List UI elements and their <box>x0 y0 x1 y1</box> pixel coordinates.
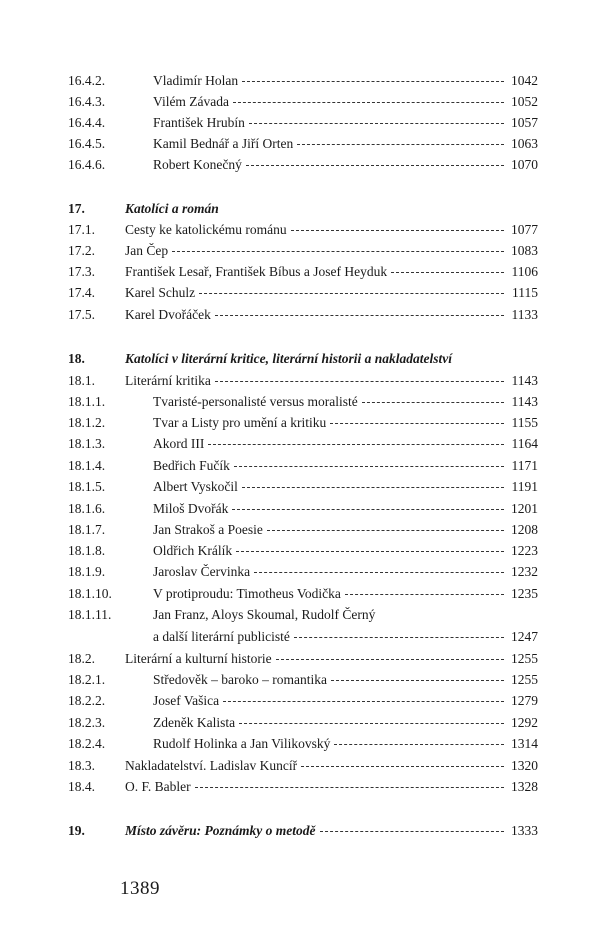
toc-entry-line <box>153 563 538 581</box>
toc-entry-page: 1201 <box>511 501 538 516</box>
dotted-leader <box>334 743 504 745</box>
dotted-leader <box>294 636 504 638</box>
toc-entry-line <box>125 350 452 368</box>
toc-entry-page: 1328 <box>511 779 538 794</box>
toc-entry-line <box>125 221 538 239</box>
toc-entry-number: 18.2.3. <box>68 715 106 730</box>
toc-entry-number: 16.4.3. <box>68 94 106 109</box>
toc-entry-line <box>153 585 538 603</box>
toc-entry-title: Středověk – baroko – romantika <box>153 672 327 687</box>
toc-entry-page: 1143 <box>511 394 538 409</box>
toc-entry-line <box>153 500 538 518</box>
toc-entry-page: 1320 <box>511 758 538 773</box>
toc-entry-title: V protiproudu: Timotheus Vodička <box>153 586 341 601</box>
toc-entry-number: 19. <box>68 823 85 838</box>
toc-entry-number: 16.4.2. <box>68 73 106 88</box>
dotted-leader <box>391 271 504 273</box>
toc-entry-line <box>153 393 538 411</box>
toc-entry-page: 1106 <box>511 264 538 279</box>
toc-entry-line <box>153 156 538 174</box>
dotted-leader <box>246 164 504 166</box>
toc-entry-title: Jan Franz, Aloys Skoumal, Rudolf Černý <box>153 607 376 622</box>
dotted-leader <box>362 401 504 403</box>
toc-entry-page: 1247 <box>511 629 538 644</box>
toc-entry-title: František Lesař, František Bíbus a Josef Heyduk <box>125 264 388 279</box>
toc-entry-number: 18. <box>68 351 85 366</box>
toc-entry-title: a další literární publicisté <box>153 629 290 644</box>
toc-entry-title: Literární kritika <box>125 373 211 388</box>
toc-entry-page: 1223 <box>511 543 538 558</box>
toc-entry-line <box>153 414 538 432</box>
page-number: 1389 <box>120 878 160 899</box>
toc-entry-line <box>153 628 538 646</box>
toc-entry-line <box>153 671 538 689</box>
toc-entry-number: 18.1.10. <box>68 586 112 601</box>
toc-entry-title: Vladimír Holan <box>153 73 239 88</box>
toc-entry-line <box>153 435 538 453</box>
toc-entry-page: 1255 <box>511 672 538 687</box>
toc-entry-line <box>153 692 538 710</box>
dotted-leader <box>208 443 504 445</box>
toc-entry-number: 16.4.5. <box>68 136 106 151</box>
toc-entry-number: 18.1.3. <box>68 436 106 451</box>
toc-entry-number: 18.1.7. <box>68 522 106 537</box>
dotted-leader <box>172 250 504 252</box>
toc-entry-line <box>125 822 538 840</box>
dotted-leader <box>195 786 504 788</box>
toc-entry-number: 18.2. <box>68 651 95 666</box>
toc-entry-page: 1155 <box>511 415 538 430</box>
toc-entry-title: Zdeněk Kalista <box>153 715 236 730</box>
dotted-leader <box>330 422 504 424</box>
toc-entry-title: Jaroslav Červinka <box>153 564 251 579</box>
toc-entry-page: 1279 <box>511 693 538 708</box>
toc-entry-number: 18.1.11. <box>68 607 112 622</box>
toc-entry-number: 18.1.5. <box>68 479 106 494</box>
toc-entry-title: Josef Vašica <box>153 693 220 708</box>
toc-entry-title: Cesty ke katolickému románu <box>125 222 287 237</box>
toc-entry-number: 16.4.6. <box>68 157 106 172</box>
toc-entry-line <box>153 93 538 111</box>
toc-entry-line <box>125 306 538 324</box>
toc-entry-line <box>153 606 375 624</box>
toc-entry-number: 18.1.1. <box>68 394 106 409</box>
dotted-leader <box>297 143 504 145</box>
toc-entry-title: Miloš Dvořák <box>153 501 229 516</box>
dotted-leader <box>236 550 504 552</box>
toc-entry-page: 1042 <box>511 73 538 88</box>
dotted-leader <box>242 486 504 488</box>
toc-entry-page: 1171 <box>511 458 538 473</box>
dotted-leader <box>345 593 504 595</box>
dotted-leader <box>320 830 505 832</box>
toc-entry-number: 18.1. <box>68 373 95 388</box>
dotted-leader <box>232 508 504 510</box>
toc-entry-page: 1333 <box>511 823 538 838</box>
toc-entry-number: 18.3. <box>68 758 95 773</box>
toc-entry-number: 18.1.8. <box>68 543 106 558</box>
dotted-leader <box>239 722 504 724</box>
toc-entry-page: 1208 <box>511 522 538 537</box>
dotted-leader <box>215 380 504 382</box>
toc-entry-page: 1255 <box>511 651 538 666</box>
toc-entry-page: 1164 <box>511 436 538 451</box>
toc-entry-title: Karel Schulz <box>125 285 196 300</box>
toc-entry-title: Kamil Bednář a Jiří Orten <box>153 136 294 151</box>
toc-entry-title: František Hrubín <box>153 115 245 130</box>
toc-entry-number: 18.1.9. <box>68 564 106 579</box>
toc-entry-title: Oldřich Králík <box>153 543 233 558</box>
toc-entry-number: 18.4. <box>68 779 95 794</box>
dotted-leader <box>254 571 504 573</box>
toc-entry-title: Karel Dvořáček <box>125 307 211 322</box>
dotted-leader <box>215 314 504 316</box>
toc-entry-title: Literární a kulturní historie <box>125 651 272 666</box>
toc-entry-number: 17. <box>68 201 85 216</box>
toc-entry-title: Jan Čep <box>125 243 169 258</box>
toc-entry-page: 1083 <box>511 243 538 258</box>
toc-entry-title: Akord III <box>153 436 205 451</box>
dotted-leader <box>199 292 504 294</box>
toc-entry-number: 18.2.4. <box>68 736 106 751</box>
toc-entry-number: 17.4. <box>68 285 95 300</box>
toc-entry-line <box>153 714 538 732</box>
toc-entry-page: 1063 <box>511 136 538 151</box>
toc-entry-page: 1115 <box>512 285 538 300</box>
toc-entry-line <box>153 135 538 153</box>
toc-entry-line <box>153 478 538 496</box>
dotted-leader <box>276 658 504 660</box>
dotted-leader <box>234 465 504 467</box>
dotted-leader <box>233 101 504 103</box>
toc-entry-page: 1077 <box>511 222 538 237</box>
toc-entry-line <box>153 735 538 753</box>
toc-entry-line <box>153 72 538 90</box>
toc-entry-title: Bedřich Fučík <box>153 458 230 473</box>
toc-entry-line <box>153 114 538 132</box>
toc-entry-page: 1057 <box>511 115 538 130</box>
toc-entry-title: Tvar a Listy pro umění a kritiku <box>153 415 327 430</box>
toc-entry-line <box>125 757 538 775</box>
dotted-leader <box>291 229 504 231</box>
toc-entry-page: 1314 <box>511 736 538 751</box>
toc-entry-title: Vilém Závada <box>153 94 230 109</box>
toc-entry-title: Robert Konečný <box>153 157 242 172</box>
toc-entry-number: 17.1. <box>68 222 95 237</box>
toc-entry-number: 18.1.4. <box>68 458 106 473</box>
toc-entry-number: 17.2. <box>68 243 95 258</box>
dotted-leader <box>301 765 504 767</box>
toc-entry-page: 1232 <box>511 564 538 579</box>
toc-entry-number: 18.1.6. <box>68 501 106 516</box>
toc-entry-number: 16.4.4. <box>68 115 106 130</box>
toc-entry-page: 1292 <box>511 715 538 730</box>
toc-entry-page: 1070 <box>511 157 538 172</box>
toc-entry-title: Katolíci v literární kritice, literární historii a nakladatelství <box>125 351 453 366</box>
toc-entry-line <box>125 650 538 668</box>
toc-entry-line <box>125 263 538 281</box>
dotted-leader <box>249 122 504 124</box>
toc-entry-title: Albert Vyskočil <box>153 479 238 494</box>
toc-entry-page: 1052 <box>511 94 538 109</box>
toc-entry-line <box>153 521 538 539</box>
toc-entry-title: Místo závěru: Poznámky o metodě <box>125 823 316 838</box>
dotted-leader <box>267 529 504 531</box>
toc-entry-title: Nakladatelství. Ladislav Kuncíř <box>125 758 298 773</box>
toc-entry-page: 1133 <box>511 307 538 322</box>
toc-entry-page: 1143 <box>511 373 538 388</box>
toc-entry-line <box>125 778 538 796</box>
toc-entry-page: 1235 <box>511 586 538 601</box>
toc-entry-number: 17.3. <box>68 264 95 279</box>
toc-entry-number: 18.1.2. <box>68 415 106 430</box>
toc-entry-title: Katolíci a román <box>125 201 219 216</box>
toc-entry-line <box>125 284 538 302</box>
dotted-leader <box>223 700 504 702</box>
toc-entry-number: 18.2.2. <box>68 693 106 708</box>
toc-entry-number: 18.2.1. <box>68 672 106 687</box>
toc-entry-line <box>125 372 538 390</box>
toc-entry-line <box>153 542 538 560</box>
toc-entry-number: 17.5. <box>68 307 95 322</box>
toc-entry-title: Jan Strakoš a Poesie <box>153 522 263 537</box>
toc-entry-page: 1191 <box>511 479 538 494</box>
toc-entry-title: Tvaristé-personalisté versus moralisté <box>153 394 358 409</box>
toc-entry-title: Rudolf Holinka a Jan Vilikovský <box>153 736 331 751</box>
toc-entry-line <box>125 200 219 218</box>
dotted-leader <box>331 679 504 681</box>
toc-entry-title: O. F. Babler <box>125 779 191 794</box>
toc-entry-line <box>153 457 538 475</box>
toc-entry-line <box>125 242 538 260</box>
dotted-leader <box>242 80 504 82</box>
